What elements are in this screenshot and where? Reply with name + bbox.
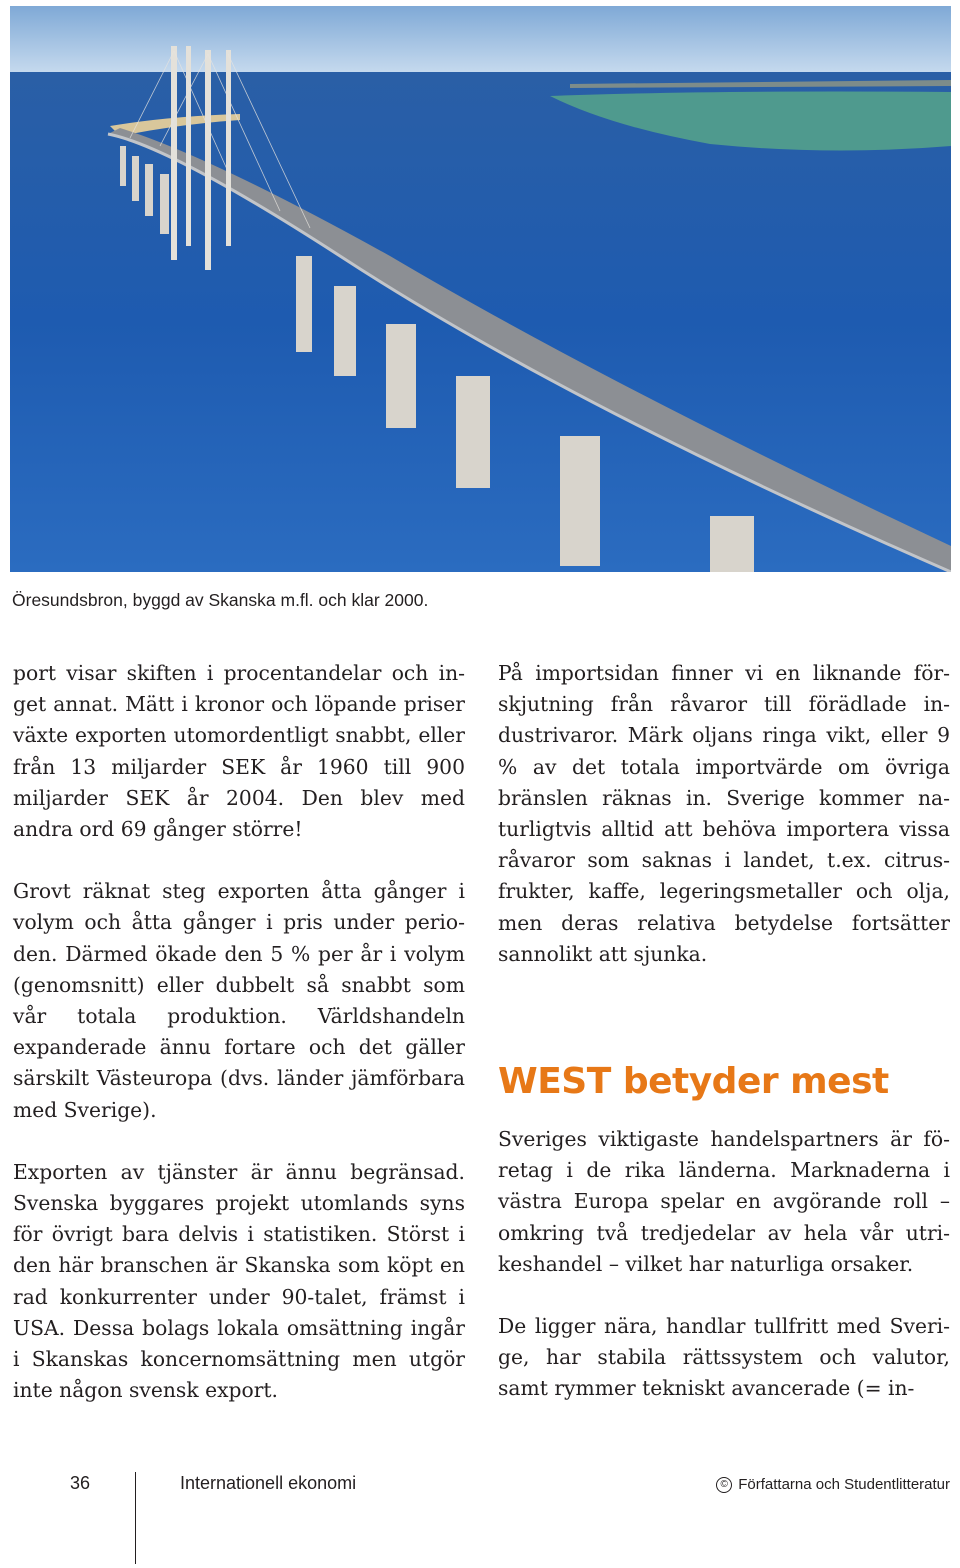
footer-divider — [135, 1472, 136, 1564]
copyright-text: Författarna och Studentlitteratur — [738, 1476, 950, 1493]
left-column — [13, 658, 465, 1406]
bridge-photo — [10, 6, 951, 572]
copyright-notice — [716, 1476, 950, 1493]
right-paragraph-1: På importsidan finner vi en liknande förskjutning från råvaror till förädlade industrivaror. Märk oljans ringa vikt, eller 9 % av det totala importvärde om övriga bränslen räknas in. Sverige kommer naturligtvis alltid att behöva importera vissa råvaror som saknas i landet, t.ex. citrusfrukter, kaffe, legeringsmetaller och olja, men deras relativa betydelse fortsätter sannolikt att sjunka. — [498, 661, 950, 966]
photo-caption: Öresundsbron, byggd av Skanska m.fl. och klar 2000. — [12, 590, 429, 610]
section-heading: WEST betyder mest — [498, 1061, 889, 1103]
page-number: 36 — [70, 1473, 91, 1493]
right-paragraph-2: Sveriges viktigaste handelspartners är företag i de rika länderna. Marknaderna i västra Europa spelar en avgörande roll – omkring två tredjedelar av hela vår utrikeshandel – vilket har naturliga orsaker. — [498, 1127, 950, 1276]
right-column — [498, 658, 950, 1405]
left-paragraph-2: Grovt räknat steg exporten åtta gånger i volym och åtta gånger i pris under perioden. Därmed ökade den 5 % per år i volym (genomsnitt) eller dubbelt så snabbt som vår totala produktion. Världshandeln expanderade ännu fortare och det gäller särskilt Västeuropa (dvs. länder jämförbara med Sverige). — [13, 879, 465, 1122]
book-title: Internationell ekonomi — [180, 1473, 357, 1493]
left-paragraph-3: Exporten av tjänster är ännu begränsad. Svenska byggares projekt utomlands syns för övrigt bara delvis i statistiken. Störst i den här branschen är Skanska som köpt en rad konkurrenter under 90-talet, främst i USA. Dessa bolags lokala omsättning ingår i Skanskas koncernomsättning men utgör inte någon svensk export. — [13, 1159, 465, 1403]
right-paragraph-3: De ligger nära, handlar tullfritt med Sverige, har stabila rättssystem och valutor, samt rymmer tekniskt avancerade (= in- — [498, 1314, 950, 1401]
left-paragraph-1: port visar skiften i procentandelar och inget annat. Mätt i kronor och löpande priser växte exporten utomordentligt snabbt, eller från 13 miljarder SEK år 1960 till 900 miljarder SEK år 2004. Den blev med andra ord 69 gånger större! — [13, 661, 465, 842]
copyright-icon: © — [716, 1477, 732, 1493]
